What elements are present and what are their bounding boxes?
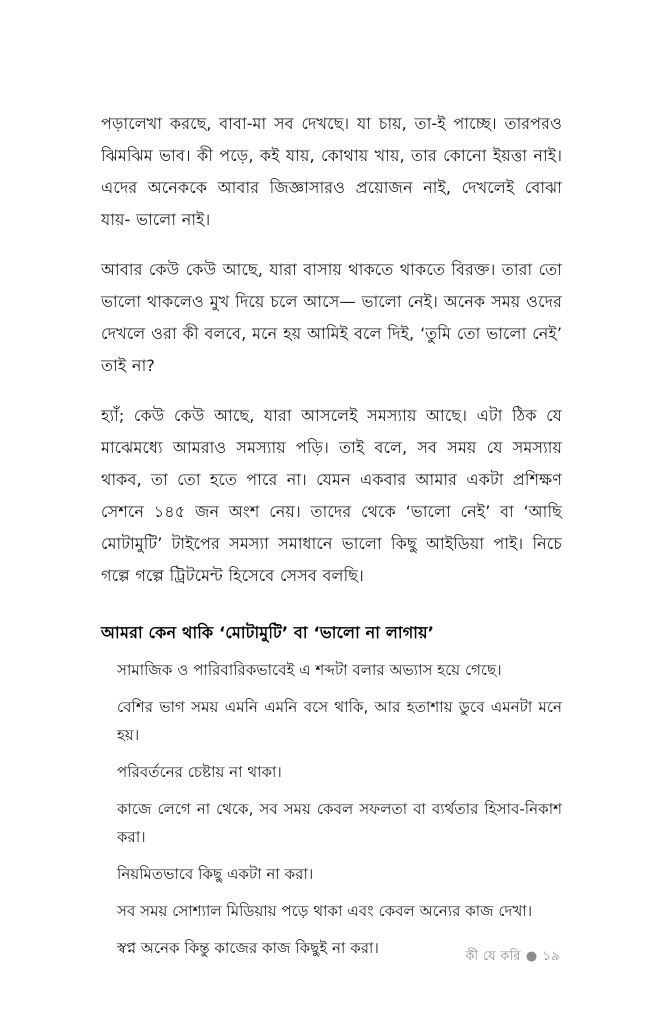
section-heading: আমরা কেন থাকি ‘মোটামুটি’ বা ‘ভালো না লাগায়’ (101, 623, 434, 642)
body-paragraph: পড়ালেখা করছে, বাবা-মা সব দেখছে। যা চায়, তা-ই পাচ্ছে। তারপরও ঝিমঝিম ভাব। কী পড়ে, কই যায়, কোথায় খায়, তার কোনো ইয়ত্তা নাই। এদের অনেককে আবার জিজ্ঞাসারও প্রয়োজন নাই, দেখলেই বোঝা যায়- ভালো নাই। (101, 114, 562, 229)
list-item: কাজে লেগে না থেকে, সব সময় কেবল সফলতা বা ব্যর্থতার হিসাব-নিকাশ করা। (117, 800, 562, 846)
list-item: সামাজিক ও পারিবারিকভাবেই এ শব্দটা বলার অভ্যাস হয়ে গেছে। (117, 661, 502, 679)
reasons-list (101, 656, 562, 962)
list-item: পরিবর্তনের চেষ্টায় না থাকা। (117, 763, 282, 781)
body-paragraph: হ্যাঁ; কেউ কেউ আছে, যারা আসলেই সমস্যায় আছে। এটা ঠিক যে মাঝেমধ্যে আমরাও সমস্যায় পড়ি। তাই বলে, সব সময় যে সমস্যায় থাকব, তা তো হতে পারে না। যেমন একবার আমার একটা প্রশিক্ষণ সেশনে ১৪৫ জন অংশ নেয়। তাদের থেকে ‘ভালো নেই’ বা ‘আছি মোটামুটি’ টাইপের সমস্যা সমাধানে ভালো কিছু আইডিয়া পাই। নিচে গল্পে গল্পে ট্রিটমেন্ট হিসেবে সেসব বলছি। (101, 406, 562, 585)
footer-book-title: কী যে করি (465, 949, 521, 964)
list-item: নিয়মিতভাবে কিছু একটা না করা। (117, 865, 314, 883)
page-footer (0, 948, 663, 966)
list-item: সব সময় সোশ্যাল মিডিয়ায় পড়ে থাকা এবং কেবল অন্যের কাজ দেখা। (117, 902, 533, 920)
list-item: বেশির ভাগ সময় এমনি এমনি বসে থাকি, আর হতাশায় ডুবে এমনটা মনে হয়। (117, 698, 562, 744)
body-paragraph: আবার কেউ কেউ আছে, যারা বাসায় থাকতে থাকতে বিরক্ত। তারা তো ভালো থাকলেও মুখ দিয়ে চলে আসে— ভালো নেই। অনেক সময় ওদের দেখলে ওরা কী বলবে, মনে হয় আমিই বলে দিই, ‘তুমি তো ভালো নেই’ তাই না? (101, 260, 562, 375)
footer-separator-dot: ● (525, 949, 538, 964)
page-number: ১৯ (542, 949, 560, 964)
page-content (101, 108, 562, 962)
list-item: স্বপ্ন অনেক কিন্তু কাজের কাজ কিছুই না করা। (117, 939, 379, 957)
